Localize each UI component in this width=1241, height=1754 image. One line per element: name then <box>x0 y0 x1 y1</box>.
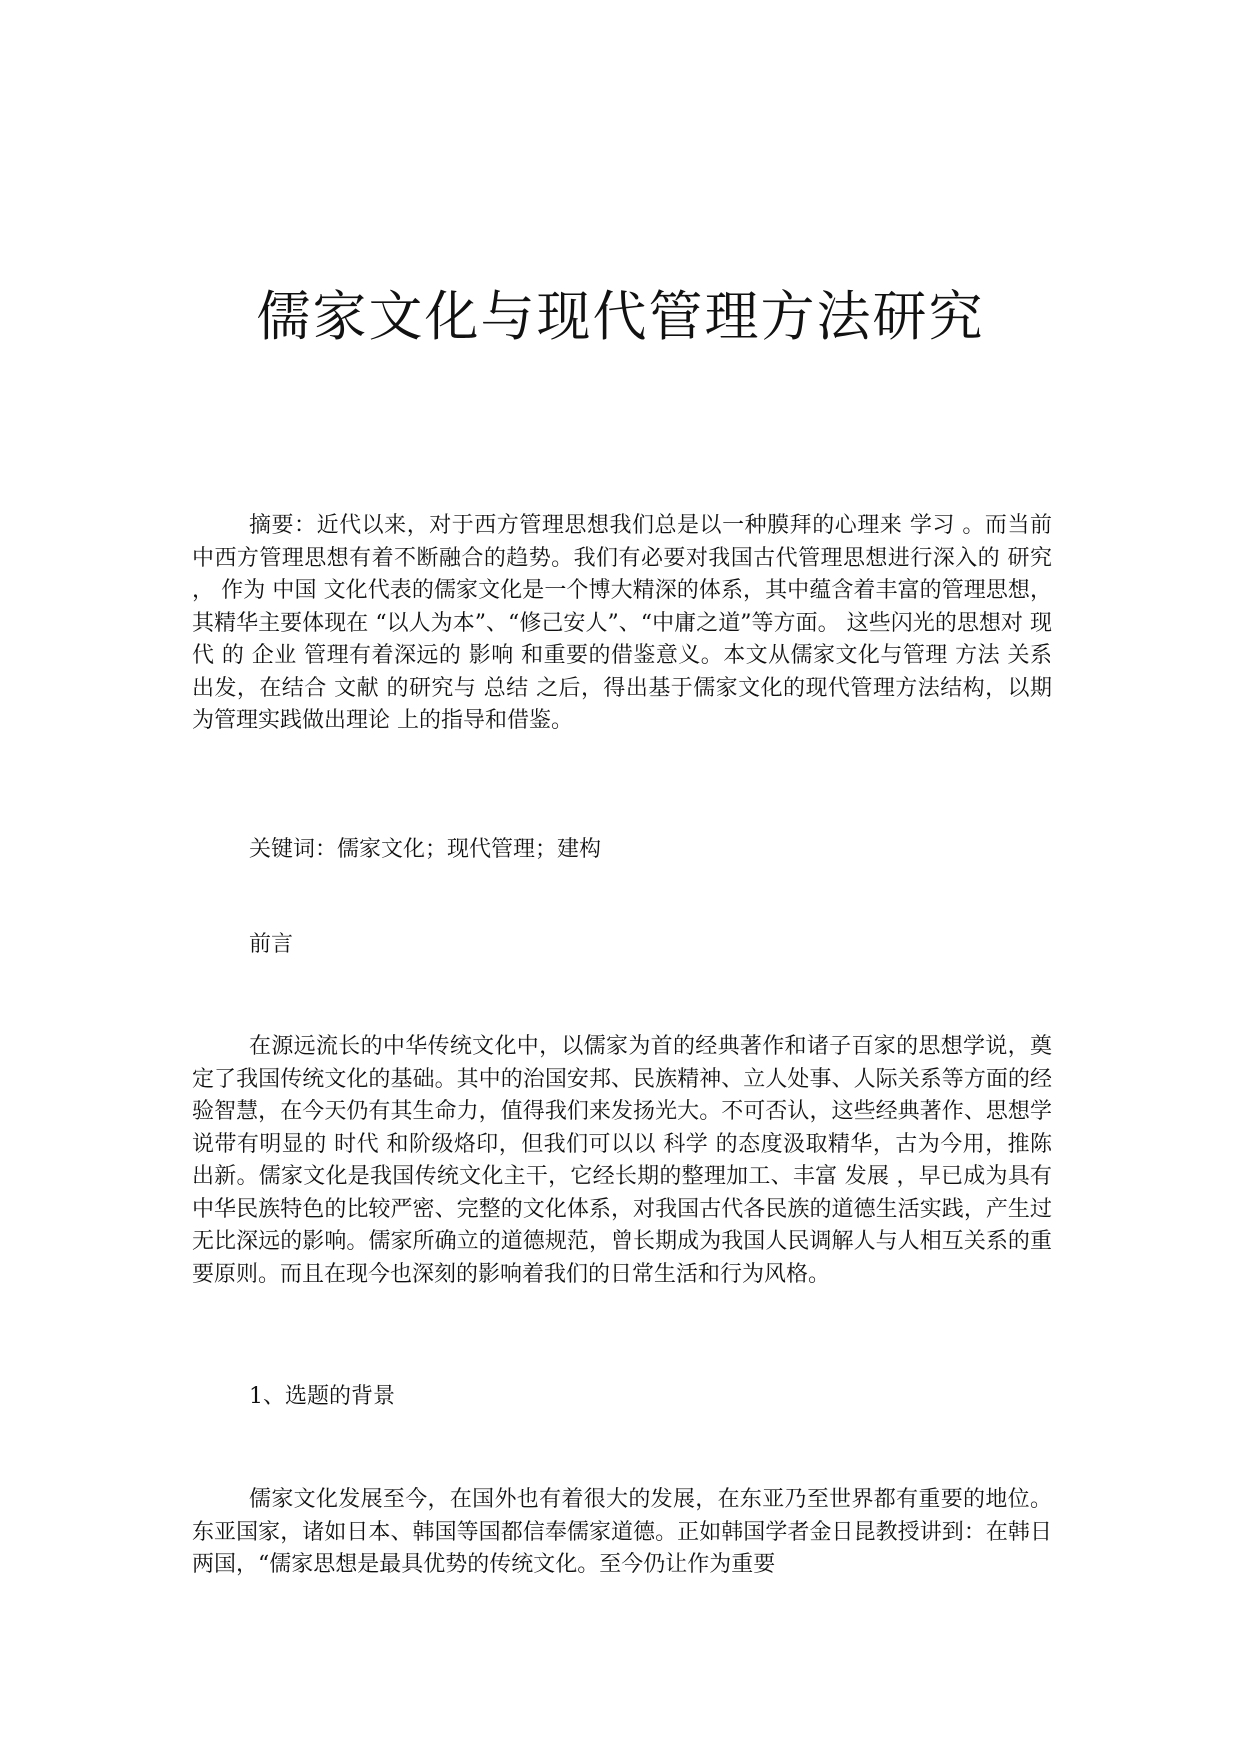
background-paragraph: 儒家文化发展至今，在国外也有着很大的发展，在东亚乃至世界都有重要的地位。东亚国家，诸如日本、韩国等国都信奉儒家道德。正如韩国学者金日昆教授讲到：在韩日两国，“儒家思想是最具优势的传统文化。至今仍让作为重要 <box>192 1487 1052 1577</box>
document-title: 儒家文化与现代管理方法研究 <box>256 285 985 348</box>
keywords-line: 关键词：儒家文化；现代管理；建构 <box>249 837 602 862</box>
preface-heading: 前言 <box>249 932 294 957</box>
section-heading-background: 1、选题的背景 <box>249 1384 395 1409</box>
abstract-paragraph: 摘要：近代以来，对于西方管理思想我们总是以一种膜拜的心理来 学习 。而当前中西方管理思想有着不断融合的趋势。我们有必要对我国古代管理思想进行深入的 研究 ， 作为 中国 文化代表的儒家文化是一个博大精深的体系，其中蕴含着丰富的管理思想，其精华主要体现在 “以人为本”、“修己安人”、“中庸之道”等方面。 这些闪光的思想对 现代 的 企业 管理有着深远的 影响 和重要的借鉴意义。本文从儒家文化与管理 方法 关系出发，在结合 文献 的研究与 总结 之后，得出基于儒家文化的现代管理方法结构，以期为管理实践做出理论 上的指导和借鉴。 <box>192 513 1052 733</box>
preface-paragraph: 在源远流长的中华传统文化中，以儒家为首的经典著作和诸子百家的思想学说，奠定了我国传统文化的基础。其中的治国安邦、民族精神、立人处事、人际关系等方面的经验智慧，在今天仍有其生命力，值得我们来发扬光大。不可否认，这些经典著作、思想学说带有明显的 时代 和阶级烙印，但我们可以以 科学 的态度汲取精华，古为今用，推陈出新。儒家文化是我国传统文化主干，它经长期的整理加工、丰富 发展 ，早已成为具有中华民族特色的比较严密、完整的文化体系，对我国古代各民族的道德生活实践，产生过无比深远的影响。儒家所确立的道德规范，曾长期成为我国人民调解人与人相互关系的重要原则。而且在现今也深刻的影响着我们的日常生活和行为风格。 <box>192 1034 1052 1287</box>
